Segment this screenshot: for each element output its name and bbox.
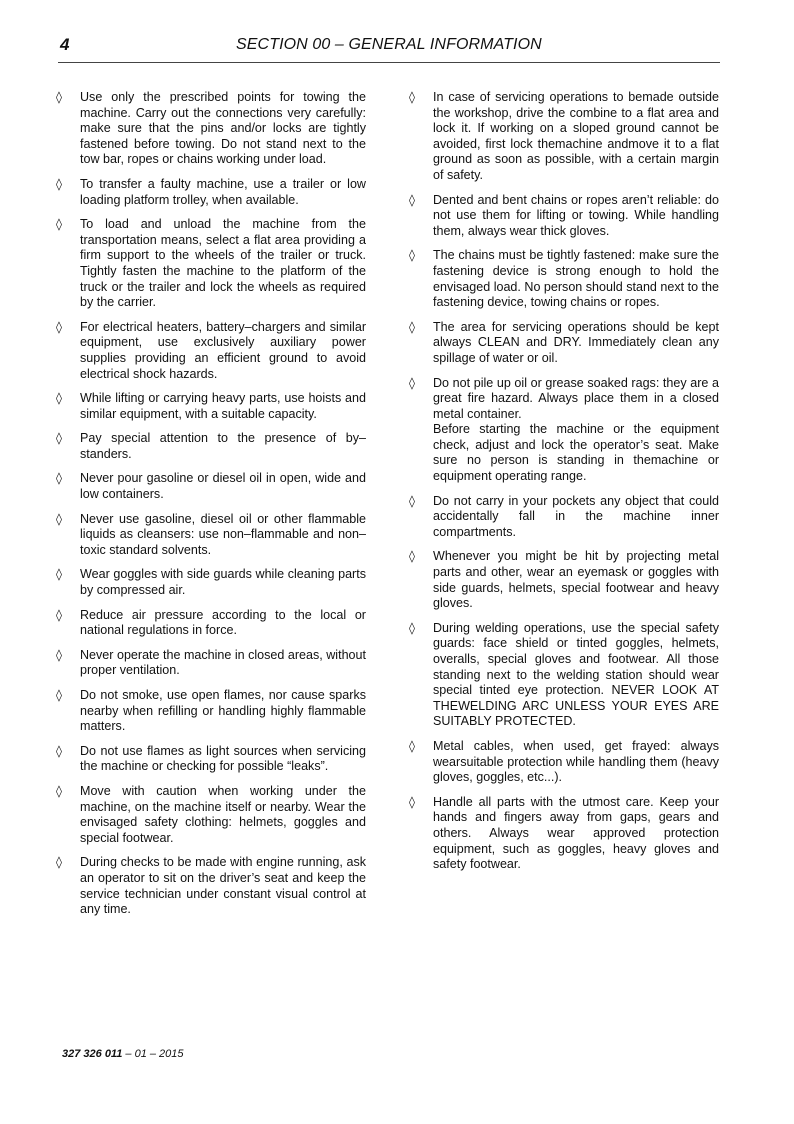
safety-list-item [48,855,366,917]
safety-list-item [48,744,366,775]
safety-item-text: The chains must be tightly fastened: make sure the fastening device is strong enough to hold the envisaged load. No person should stand next to the fastening device, towing chains or ropes. [433,248,719,310]
page-header [58,32,720,63]
safety-list-item [48,648,366,679]
safety-item-text: Never use gasoline, diesel oil or other flammable liquids as cleansers: use non–flammable and non–toxic standard solvents. [80,511,366,557]
safety-list-item [401,739,719,786]
safety-list-item [48,391,366,422]
safety-item-text: For electrical heaters, battery–chargers and similar equipment, use exclusively auxiliary power supplies providing an efficient ground to avoid electrical shock hazards. [80,319,366,381]
diamond-bullet-icon: ◊ [409,738,415,753]
safety-item-text: During welding operations, use the special safety guards: face shield or tinted goggles, helmets, overalls, special gloves and footwear. All those standing next to the welding station should wear special tinted eye protection. NEVER LOOK AT THEWELDING ARC UNLESS YOUR EYES ARE SUITABLY PROTECTED. [433,620,719,729]
diamond-bullet-icon: ◊ [56,471,62,486]
diamond-bullet-icon: ◊ [56,607,62,622]
safety-item-text: Do not carry in your pockets any object that could accidentally fall in the machine inner compartments. [433,493,719,539]
safety-item-text: The area for servicing operations should be kept always CLEAN and DRY. Immediately clean any spillage of water or oil. [433,319,719,365]
diamond-bullet-icon: ◊ [409,549,415,564]
diamond-bullet-icon: ◊ [56,511,62,526]
diamond-bullet-icon: ◊ [56,783,62,798]
diamond-bullet-icon: ◊ [56,743,62,758]
safety-list-item [48,512,366,559]
safety-item-text: Pay special attention to the presence of by–standers. [80,431,366,461]
page-number: 4 [60,35,70,54]
diamond-bullet-icon: ◊ [409,794,415,809]
diamond-bullet-icon: ◊ [56,567,62,582]
safety-list-item [48,688,366,735]
section-title: SECTION 00 – GENERAL INFORMATION [236,36,542,53]
safety-item-text: Reduce air pressure according to the local or national regulations in force. [80,607,366,638]
safety-list-item [48,471,366,502]
safety-list-item [401,621,719,730]
safety-list-item [401,248,719,310]
safety-list-item [401,320,719,367]
safety-list-item [401,90,719,184]
safety-list-item [401,795,719,873]
diamond-bullet-icon: ◊ [409,319,415,334]
diamond-bullet-icon: ◊ [56,688,62,702]
safety-list-item [48,431,366,462]
safety-item-text: Never operate the machine in closed areas, without proper ventilation. [80,647,366,678]
diamond-bullet-icon: ◊ [409,620,415,635]
diamond-bullet-icon: ◊ [56,647,62,662]
safety-item-text: Wear goggles with side guards while cleaning parts by compressed air. [80,567,366,598]
diamond-bullet-icon: ◊ [409,192,415,207]
page-footer [62,1048,184,1060]
document-number: 327 326 011 [62,1048,123,1060]
diamond-bullet-icon: ◊ [56,855,62,870]
diamond-bullet-icon: ◊ [56,319,62,334]
safety-item-text: Whenever you might be hit by projecting metal parts and other, wear an eyemask or goggles with side guards, helmets, special footwear and heavy gloves. [433,549,719,611]
safety-item-text: Dented and bent chains or ropes aren’t reliable: do not use them for lifting or towing. While handling them, always wear thick gloves. [433,192,719,238]
safety-item-text: Metal cables, when used, get frayed: always wearsuitable protection while handling them (heavy gloves, goggles, etc...). [433,738,719,785]
safety-list-item [48,90,366,168]
safety-item-text: To transfer a faulty machine, use a trailer or low loading platform trolley, when available. [80,176,366,207]
safety-list-item [48,567,366,598]
safety-item-text: Do not smoke, use open flames, nor cause sparks nearby when refilling or handling highly flammable matters. [80,688,366,734]
safety-list-item [48,177,366,208]
safety-item-text: While lifting or carrying heavy parts, use hoists and similar equipment, with a suitable capacity. [80,391,366,421]
safety-item-text: Move with caution when working under the machine, on the machine itself or nearby. Wear the envisaged safety clothing: helmets, goggles and special footwear. [80,783,366,845]
safety-item-text: To load and unload the machine from the transportation means, select a flat area providing a firm support to the wheels of the trailer or truck. Tightly fasten the machine to the platform of the truck or the trailer and lock the wheels as required by the carrier. [80,217,366,310]
diamond-bullet-icon: ◊ [409,375,415,390]
safety-item-text: Do not pile up oil or grease soaked rags: they are a great fire hazard. Always place them in a closed metal container. Before starting the machine or the equipment check, adjust and lock the operator’s seat. Make sure no person is standing in themachine or equipment operating range. [433,375,719,484]
safety-item-text: Never pour gasoline or diesel oil in open, wide and low containers. [80,471,366,502]
safety-list-item [401,193,719,240]
safety-list-item [48,217,366,311]
diamond-bullet-icon: ◊ [409,493,415,508]
diamond-bullet-icon: ◊ [56,90,62,104]
safety-item-text: Use only the prescribed points for towing the machine. Carry out the connections very carefully: make sure that the pins and/or locks are tightly fastened before towing. Do not stand next to the tow bar, ropes or chains working under load. [80,90,366,167]
right-column [401,90,719,873]
safety-list-item [401,376,719,485]
left-column [48,90,366,918]
safety-list-item [48,320,366,382]
edition-date: – 01 – 2015 [122,1048,184,1060]
safety-list-item [48,608,366,639]
diamond-bullet-icon: ◊ [409,90,415,104]
safety-item-text: In case of servicing operations to bemade outside the workshop, drive the combine to a flat area and lock it. If working on a sloped ground cannot be avoided, first lock themachine andmove it to a flat ground as soon as possible, with a certain margin of safety. [433,90,719,182]
diamond-bullet-icon: ◊ [56,391,62,406]
safety-list-item [401,494,719,541]
safety-item-text: Handle all parts with the utmost care. Keep your hands and fingers away from gaps, gears and others. Always wear approved protection equipment, such as goggles, heavy gloves and safety footwear. [433,794,719,872]
diamond-bullet-icon: ◊ [56,431,62,446]
safety-list-item [401,549,719,611]
safety-item-text: During checks to be made with engine running, ask an operator to sit on the driver’s seat and keep the service technician under constant visual control at any time. [80,855,366,917]
safety-item-text: Do not use flames as light sources when servicing the machine or checking for possible “leaks”. [80,743,366,774]
diamond-bullet-icon: ◊ [56,217,62,232]
diamond-bullet-icon: ◊ [56,176,62,191]
safety-list-item [48,784,366,846]
diamond-bullet-icon: ◊ [409,248,415,263]
